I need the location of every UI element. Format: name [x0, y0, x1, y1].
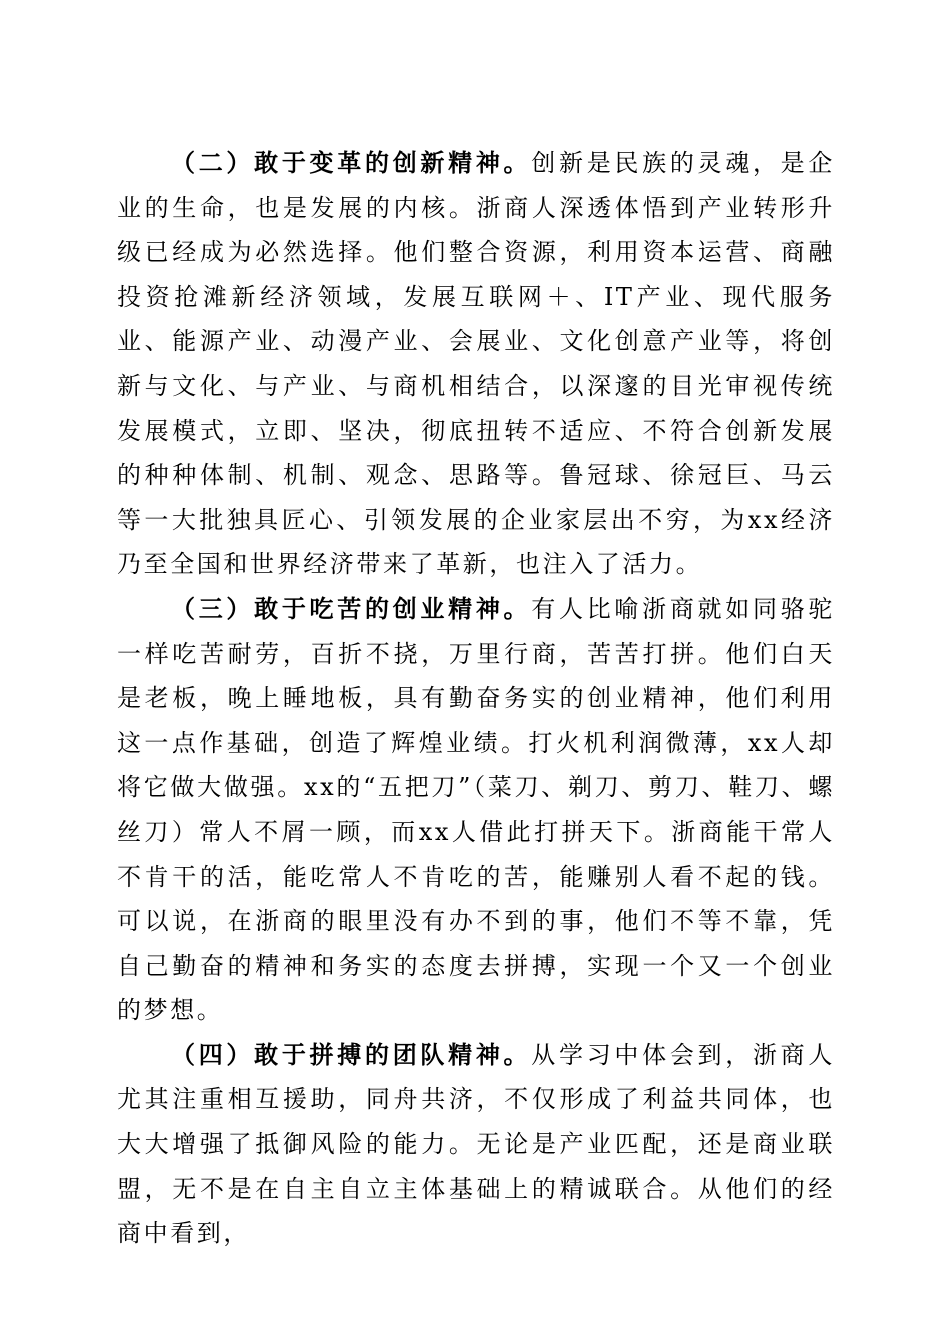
- paragraph-text: 从学习中体会到，浙商人尤其注重相互援助，同舟共济，不仅形成了利益共同体，也大大增强了抵御风险的能力。无论是产业匹配，还是商业联盟，无不是在自主自立主体基础上的精诚联合。从他们的经商中看到，: [117, 1040, 835, 1248]
- paragraph-text: 创新是民族的灵魂，是企业的生命，也是发展的内核。浙商人深透体悟到产业转形升级已经成为必然选择。他们整合资源，利用资本运营、商融投资抢滩新经济领域，发展互联网＋、IT产业、现代服务业、能源产业、动漫产业、会展业、文化创意产业等，将创新与文化、与产业、与商机相结合，以深邃的目光审视传统发展模式，立即、坚决，彻底扭转不适应、不符合创新发展的种种体制、机制、观念、思路等。鲁冠球、徐冠巨、马云等一大批独具匠心、引领发展的企业家层出不穷，为xx经济乃至全国和世界经济带来了革新，也注入了活力。: [117, 149, 835, 579]
- paragraph-heading: （三）敢于吃苦的创业精神。: [171, 593, 532, 623]
- paragraph-heading: （四）敢于拼搏的团队精神。: [171, 1039, 532, 1069]
- paragraph-team-spirit: [117, 1033, 835, 1256]
- document-body: [117, 141, 835, 1256]
- paragraph-text: 有人比喻浙商就如同骆驼一样吃苦耐劳，百折不挠，万里行商，苦苦打拼。他们白天是老板，晚上睡地板，具有勤奋务实的创业精神，他们利用这一点作基础，创造了辉煌业绩。打火机利润微薄，xx人却将它做大做强。xx的“五把刀”（菜刀、剃刀、剪刀、鞋刀、螺丝刀）常人不屑一顾，而xx人借此打拼天下。浙商能干常人不肯干的活，能吃常人不肯吃的苦，能赚别人看不起的钱。可以说，在浙商的眼里没有办不到的事，他们不等不靠，凭自己勤奋的精神和务实的态度去拼搏，实现一个又一个创业的梦想。: [117, 594, 835, 1025]
- paragraph-innovation-spirit: [117, 141, 835, 587]
- paragraph-heading: （二）敢于变革的创新精神。: [171, 148, 532, 177]
- paragraph-entrepreneurship-spirit: [117, 587, 835, 1033]
